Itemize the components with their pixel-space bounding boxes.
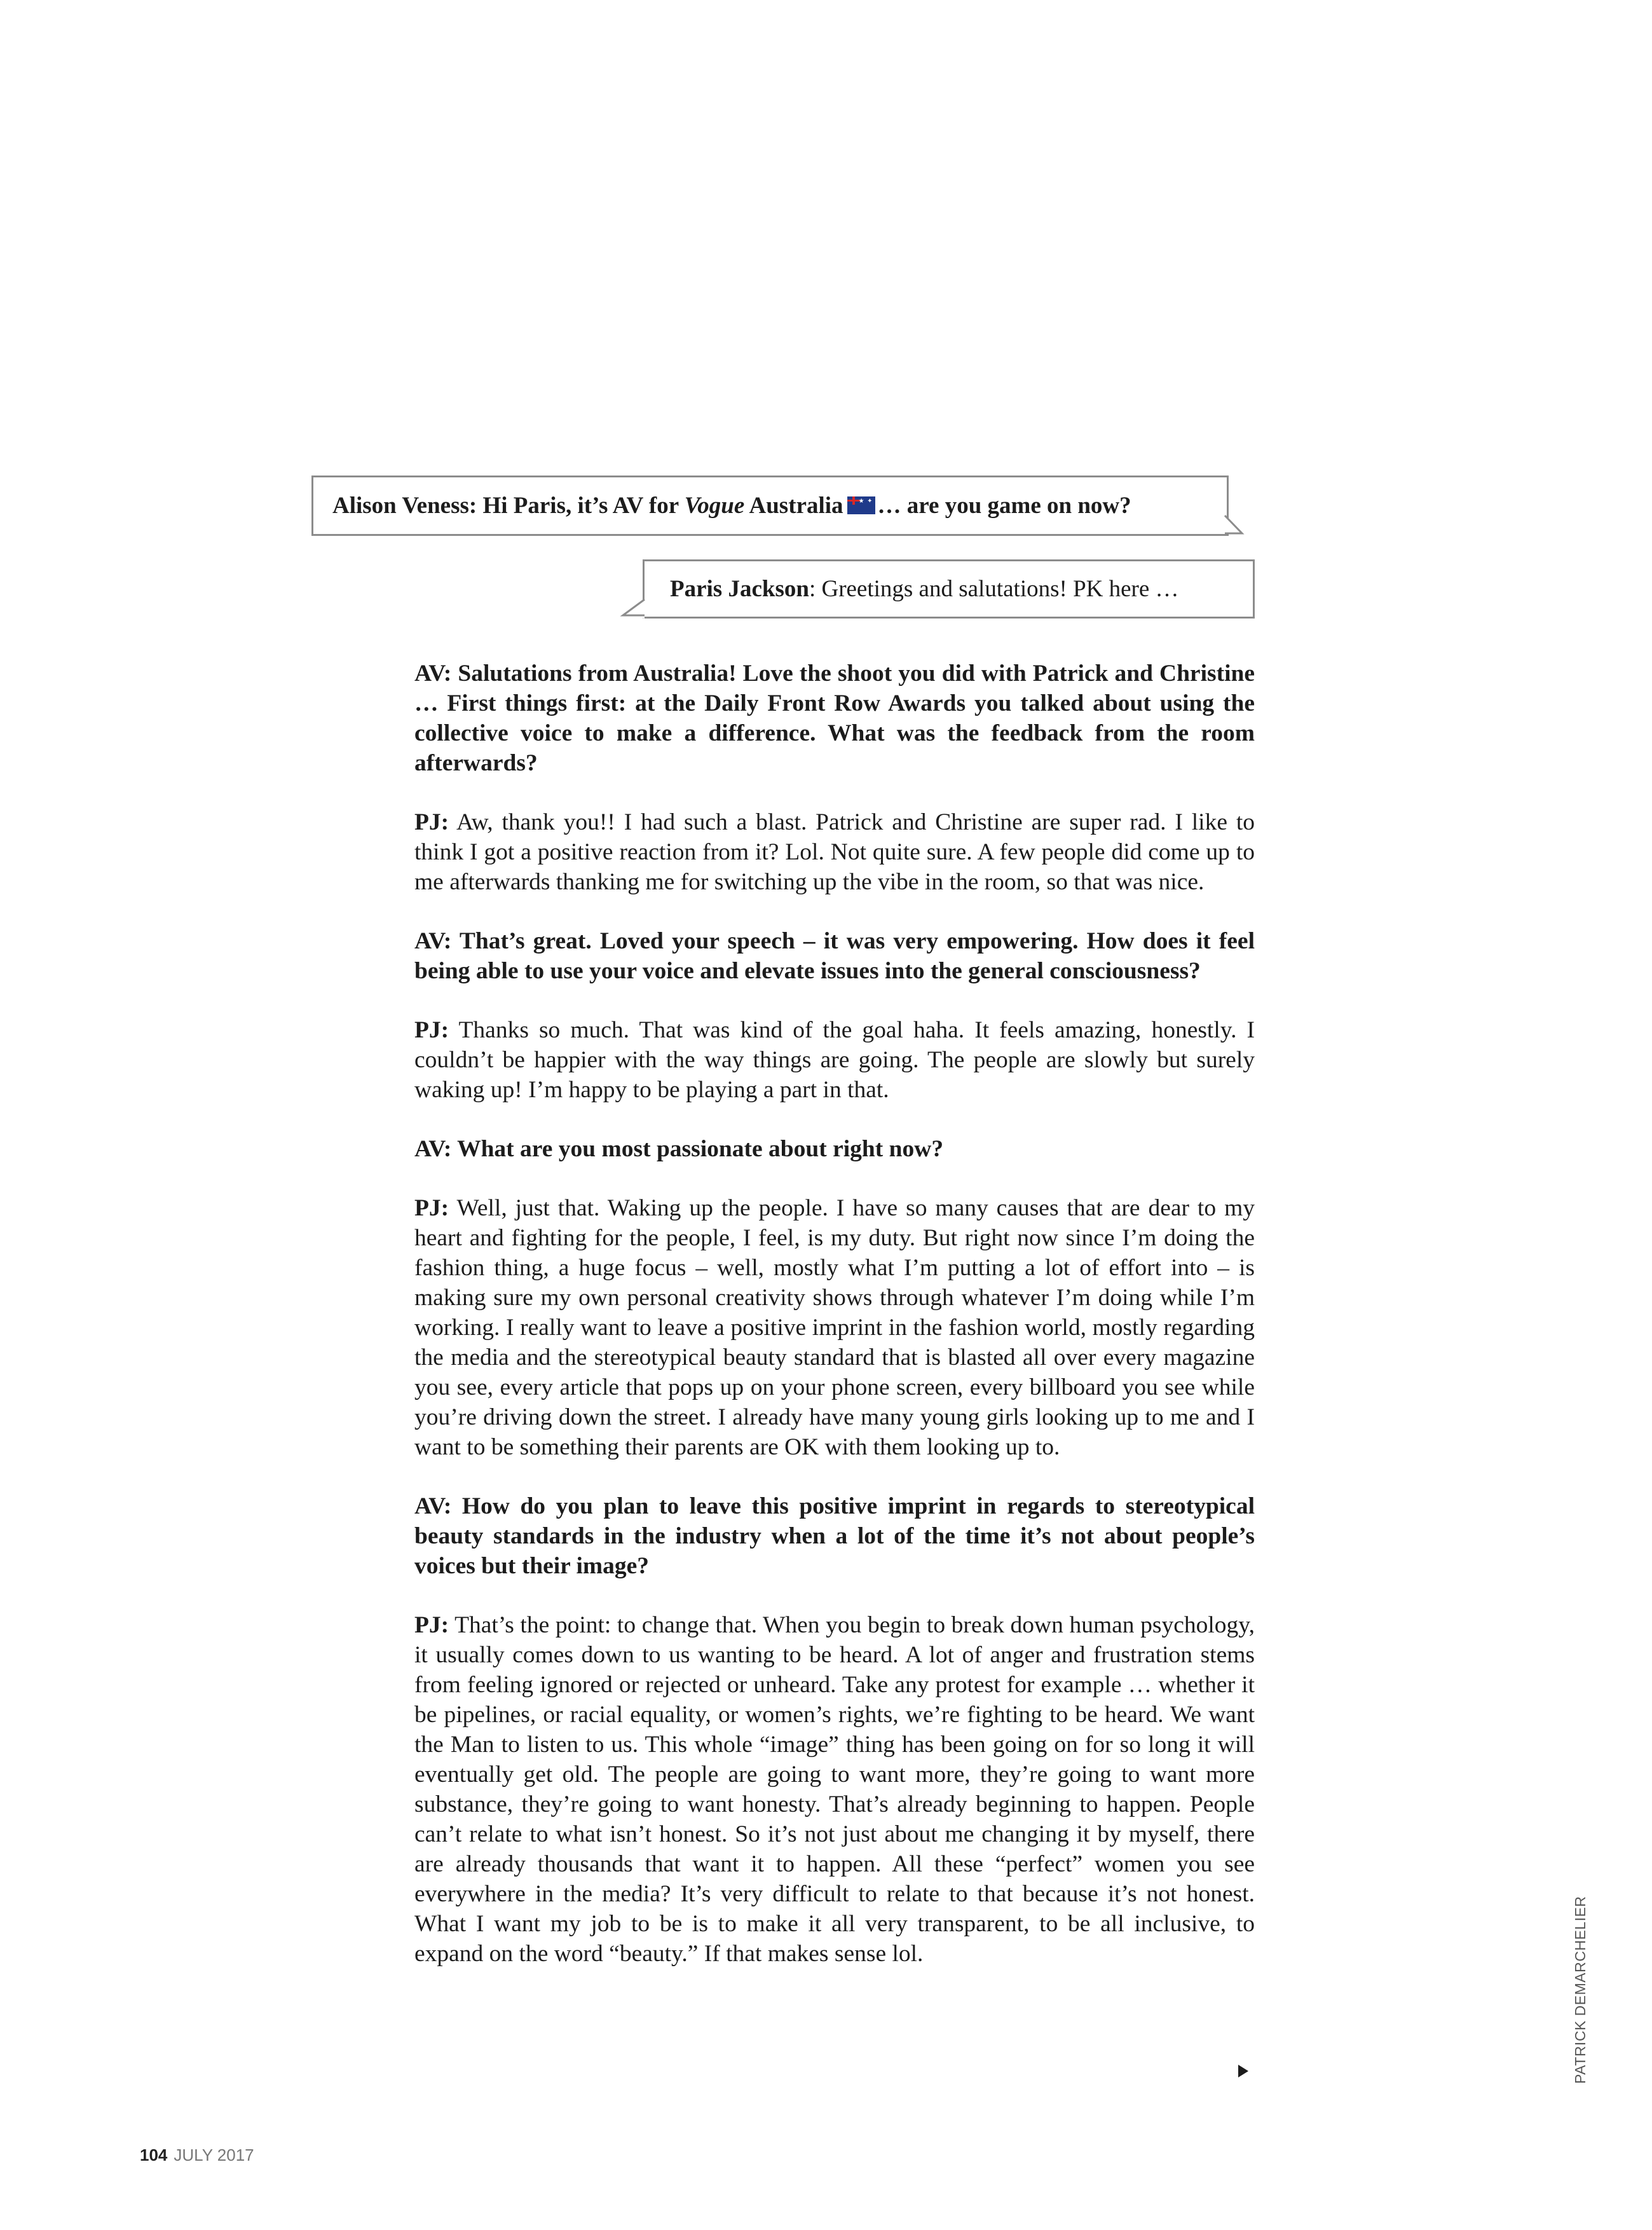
continue-arrow-icon — [1238, 2065, 1248, 2077]
interviewer-chat-bubble — [311, 475, 1229, 536]
answer-paragraph — [414, 807, 1255, 897]
answer-paragraph — [414, 1015, 1255, 1105]
answer-text: That’s the point: to change that. When you begin to break down human psychology, it usually comes down to us wanting to be heard. A lot of anger and frustration stems from feeling ignored or rejected or unheard. Take any protest for example … whether it be pipelines, or racial equality, or women’s rights, we’re fighting to be heard. We want the Man to listen to us. This whole “image” thing has been going on for so long it will eventually get old. The people are going to want more, they’re going to want more substance, they’re going to want honesty. That’s already beginning to happen. People can’t relate to what isn’t honest. So it’s not just about me changing it by myself, there are already thousands that want it to happen. All these “perfect” women you see everywhere in the media? It’s very difficult to relate to that because it’s not honest. What I want my job to be is to make it all very transparent, to be all inclusive, to expand on the word “beauty.” If that makes sense lol. — [414, 1612, 1255, 1967]
question-paragraph: AV: Salutations from Australia! Love the shoot you did with Patrick and Christine … First things first: at the Daily Front Row Awards you talked about using the collective voice to make a difference. What was the feedback from the room afterwards? — [414, 660, 1255, 776]
page-number: 104 — [140, 2145, 168, 2165]
interviewer-message — [332, 494, 1131, 517]
reply-message — [670, 577, 1179, 601]
interviewer-text-after: Australia — [744, 493, 843, 519]
bubble-tail-right — [1227, 516, 1252, 541]
answer-speaker: PJ: — [414, 1017, 449, 1043]
reply-chat-bubble — [643, 559, 1255, 619]
answer-text: Well, just that. Waking up the people. I have so many causes that are dear to my heart and fighting for the people, I feel, is my duty. But right now since I’m doing the fashion thing, a huge focus – well, mostly what I’m putting a lot of effort into – is making sure my own personal creativity shows through whatever I’m doing while I’m working. I really want to leave a positive imprint in the fashion world, mostly regarding the media and the stereotypical beauty standard that is blasted all over every magazine you see, every article that pops up on your phone screen, every billboard you see while you’re driving down the street. I already have many young girls looking up to me and I want to be something their parents are OK with them looking up to. — [414, 1195, 1255, 1460]
answer-text: Thanks so much. That was kind of the goal haha. It feels amazing, honestly. I couldn’t be happier with the way things are going. The people are slowly but surely waking up! I’m happy to be playing a part in that. — [414, 1017, 1255, 1103]
answer-paragraph — [414, 1610, 1255, 1969]
interviewer-text-before: : Hi Paris, it’s AV for — [468, 493, 685, 519]
issue-date: JULY 2017 — [174, 2145, 254, 2165]
interviewer-name: Alison Veness — [332, 493, 469, 519]
australian-flag-icon — [847, 496, 875, 514]
photo-credit: PATRICK DEMARCHELIER — [1572, 1896, 1588, 2084]
reply-name: Paris Jackson — [670, 576, 809, 602]
magazine-name: Vogue — [684, 493, 745, 519]
answer-paragraph — [414, 1193, 1255, 1462]
answer-text: Aw, thank you!! I had such a blast. Patrick and Christine are super rad. I like to think I got a positive reaction from it? Lol. Not quite sure. A few people did come up to me afterwards thanking me for switching up the vibe in the room, so that was nice. — [414, 809, 1255, 895]
answer-speaker: PJ: — [414, 1612, 449, 1638]
interviewer-text-end: … are you game on now? — [877, 493, 1131, 519]
bubble-tail-left — [619, 599, 645, 625]
answer-speaker: PJ: — [414, 1195, 449, 1221]
reply-text: : Greetings and salutations! PK here … — [809, 576, 1179, 602]
answer-speaker: PJ: — [414, 809, 449, 835]
question-paragraph: AV: That’s great. Loved your speech – it was very empowering. How does it feel being able to use your voice and elevate issues into the general consciousness? — [414, 928, 1255, 984]
interview-body — [414, 659, 1255, 1998]
page-folio — [140, 2145, 254, 2165]
question-paragraph: AV: What are you most passionate about right now? — [414, 1136, 944, 1162]
question-paragraph: AV: How do you plan to leave this positive imprint in regards to stereotypical beauty standards in the industry when a lot of the time it’s not about people’s voices but their image? — [414, 1493, 1255, 1579]
